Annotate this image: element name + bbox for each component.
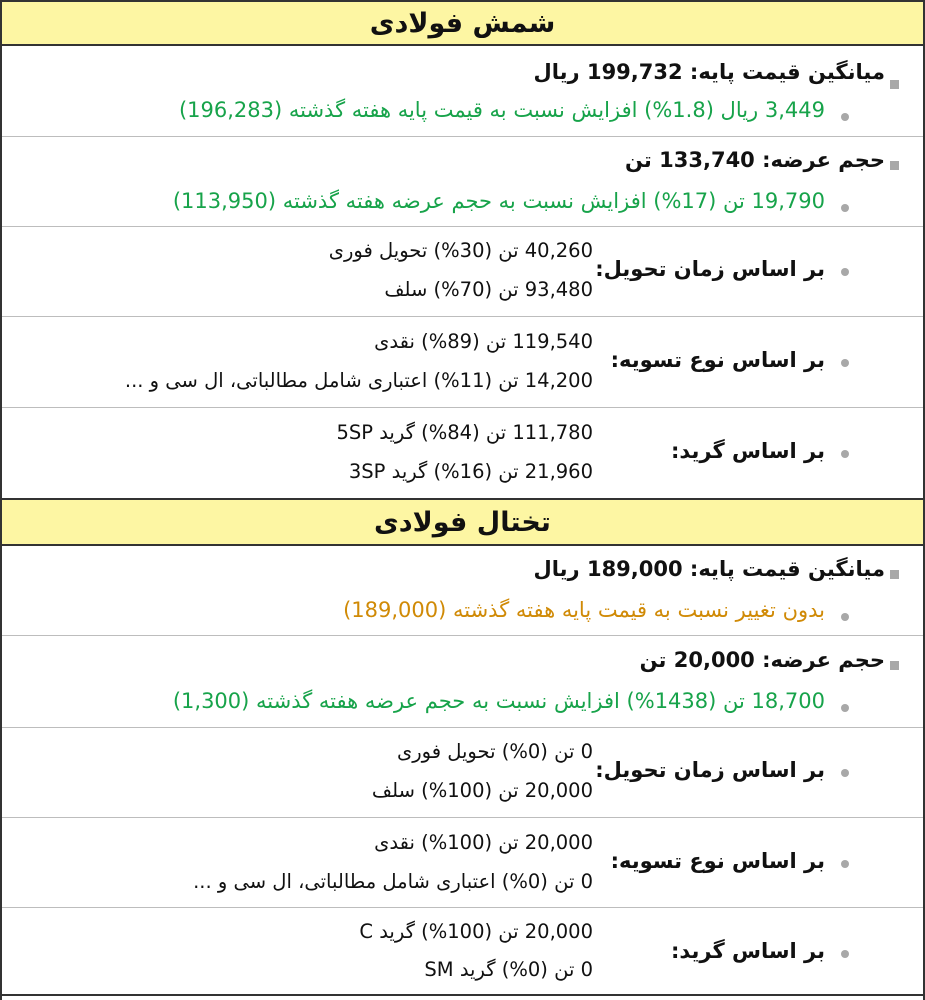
breakdown-line-2: 20,000 تن (100%) سلف [371, 779, 593, 802]
breakdown-settlement [2, 818, 923, 908]
section-title-slab [2, 500, 923, 546]
volume-row [2, 636, 923, 728]
breakdown-label: بر اساس گرید: [671, 439, 825, 463]
dot-bullet-icon [841, 359, 849, 367]
dot-bullet-icon [841, 950, 849, 958]
breakdown-settlement [2, 317, 923, 408]
dot-bullet-icon [841, 704, 849, 712]
breakdown-line-1: 20,000 تن (100%) گرید C [359, 920, 593, 943]
dot-bullet-icon [841, 769, 849, 777]
breakdown-line-1: 119,540 تن (89%) نقدی [374, 330, 593, 353]
square-bullet-icon [890, 161, 899, 170]
volume-change: 19,790 تن (17%) افزایش نسبت به حجم عرضه هفته گذشته (113,950) [172, 189, 825, 213]
price-row [2, 546, 923, 636]
volume-row [2, 137, 923, 227]
breakdown-line-1: 0 تن (0%) تحویل فوری [396, 740, 593, 763]
price-row [2, 46, 923, 137]
section-title-text: شمش فولادی [369, 7, 556, 39]
dot-bullet-icon [841, 204, 849, 212]
breakdown-delivery [2, 227, 923, 317]
breakdown-label: بر اساس نوع تسویه: [610, 849, 825, 873]
price-change: بدون تغییر نسبت به قیمت پایه هفته گذشته (189,000) [343, 598, 825, 622]
breakdown-grade [2, 908, 923, 996]
breakdown-line-2: 93,480 تن (70%) سلف [384, 278, 593, 301]
breakdown-delivery [2, 728, 923, 818]
breakdown-line-2: 21,960 تن (16%) گرید 3SP [348, 460, 593, 483]
breakdown-label: بر اساس زمان تحویل: [595, 257, 825, 281]
section-title-text: تختال فولادی [374, 506, 551, 538]
square-bullet-icon [890, 661, 899, 670]
breakdown-line-2: 0 تن (0%) گرید SM [424, 958, 593, 981]
section-title-billet [2, 0, 923, 46]
breakdown-line-1: 20,000 تن (100%) نقدی [374, 831, 593, 854]
price-main: میانگین قیمت پایه: 199,732 ریال [533, 60, 885, 84]
breakdown-line-1: 111,780 تن (84%) گرید 5SP [336, 421, 593, 444]
volume-change: 18,700 تن (1438%) افزایش نسبت به حجم عرضه هفته گذشته (1,300) [172, 689, 825, 713]
square-bullet-icon [890, 570, 899, 579]
price-main: میانگین قیمت پایه: 189,000 ریال [533, 557, 885, 581]
dot-bullet-icon [841, 113, 849, 121]
breakdown-grade [2, 408, 923, 500]
square-bullet-icon [890, 80, 899, 89]
dot-bullet-icon [841, 268, 849, 276]
breakdown-label: بر اساس گرید: [671, 939, 825, 963]
breakdown-line-2: 0 تن (0%) اعتباری شامل مطالباتی، ال سی و ... [193, 870, 593, 893]
breakdown-line-1: 40,260 تن (30%) تحویل فوری [328, 239, 593, 262]
price-change: 3,449 ریال (1.8%) افزایش نسبت به قیمت پایه هفته گذشته (196,283) [178, 98, 825, 122]
dot-bullet-icon [841, 860, 849, 868]
breakdown-label: بر اساس نوع تسویه: [610, 348, 825, 372]
dot-bullet-icon [841, 450, 849, 458]
dot-bullet-icon [841, 613, 849, 621]
breakdown-line-2: 14,200 تن (11%) اعتباری شامل مطالباتی، ال سی و ... [124, 369, 593, 392]
volume-main: حجم عرضه: 133,740 تن [625, 148, 885, 172]
volume-main: حجم عرضه: 20,000 تن [639, 648, 885, 672]
breakdown-label: بر اساس زمان تحویل: [595, 758, 825, 782]
